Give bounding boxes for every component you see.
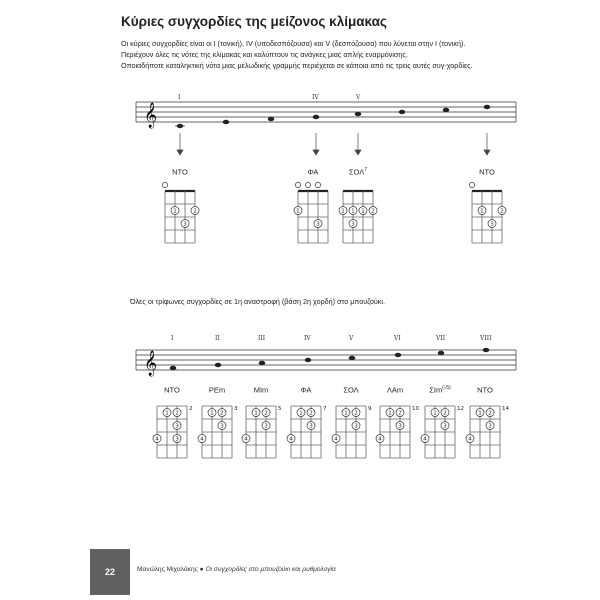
note-d	[223, 120, 230, 124]
finger-number: 3	[316, 221, 320, 228]
chord-diagram	[287, 406, 327, 458]
treble-clef-icon: 𝄞	[144, 351, 158, 376]
chord-diagram	[242, 406, 282, 458]
open-string-icon	[469, 182, 474, 187]
finger-number: 4	[244, 436, 248, 443]
finger-number: 4	[468, 436, 472, 443]
note-b	[443, 108, 450, 112]
finger-number: 2	[488, 410, 492, 417]
finger-number: 3	[490, 221, 494, 228]
finger-number: 2	[175, 410, 179, 417]
fret-number: 14	[502, 406, 509, 412]
intro-line-1: Οι κύριες συγχορδίες είναι οι Ι (τονική), IV (υποδεσπόζουσα) και V (δεσπόζουσα) που λύνεται στην Ι (τονική).	[121, 39, 466, 48]
fret-number: 2	[189, 406, 193, 412]
finger-number: 1	[388, 410, 392, 417]
footer-book-title: Οι συγχορδίες στο μπουζούκι και ρυθμολογία	[205, 566, 336, 573]
footer-bullet: ●	[199, 566, 204, 573]
finger-number: 2	[354, 410, 358, 417]
open-string-icon	[295, 182, 300, 187]
degree-label: VIII	[480, 335, 492, 342]
finger-number: 3	[175, 436, 179, 443]
finger-number: 1	[478, 410, 482, 417]
finger-number: 3	[488, 423, 492, 430]
degree-label: V	[356, 94, 361, 101]
finger-number: 2	[193, 208, 197, 215]
finger-number: 3	[220, 423, 224, 430]
fret-number: 10	[412, 406, 419, 412]
chord-diagram	[153, 406, 193, 458]
finger-number: 4	[200, 436, 204, 443]
fret-number: 7	[323, 406, 327, 412]
note-e	[268, 117, 275, 121]
note-f	[313, 115, 320, 119]
finger-number: 3	[398, 423, 402, 430]
finger-number: 4	[334, 436, 338, 443]
page-number: 22	[90, 549, 130, 595]
note-c2	[484, 105, 491, 109]
degree-label: V	[349, 335, 354, 342]
degree-label: II	[215, 335, 220, 342]
note-g	[355, 112, 362, 116]
finger-number: 1	[254, 410, 258, 417]
finger-number: 1	[173, 208, 177, 215]
finger-number: 1	[433, 410, 437, 417]
finger-number: 1	[361, 208, 365, 215]
chord-diagram	[294, 182, 328, 243]
finger-number: 2	[443, 410, 447, 417]
fret-number: 3	[234, 406, 238, 412]
fret-number: 9	[368, 406, 372, 412]
degree-label: VII	[436, 335, 446, 342]
finger-number: 4	[289, 436, 293, 443]
finger-number: 3	[183, 221, 187, 228]
finger-number: 3	[175, 423, 179, 430]
finger-number: 4	[378, 436, 382, 443]
finger-number: 2	[220, 410, 224, 417]
chord-diagram	[376, 406, 419, 458]
page-title: Κύριες συγχορδίες της μείζονος κλίμακας	[121, 14, 387, 29]
degree-label: IV	[312, 94, 319, 101]
finger-number: 2	[264, 410, 268, 417]
footer-author: Μανώλης Μιχαλάκης	[137, 566, 198, 573]
chord-diagram	[162, 182, 199, 243]
finger-number: 3	[351, 221, 355, 228]
finger-number: 2	[500, 208, 504, 215]
degree-label: I	[178, 94, 181, 101]
chord-diagram	[339, 191, 377, 243]
footer-text	[137, 566, 336, 573]
degree-label: I	[171, 335, 174, 342]
treble-clef-icon: 𝄞	[144, 103, 158, 128]
finger-number: 3	[309, 423, 313, 430]
finger-number: 1	[296, 208, 300, 215]
finger-number: 1	[480, 208, 484, 215]
finger-number: 4	[155, 436, 159, 443]
finger-number: 3	[443, 423, 447, 430]
finger-number: 2	[371, 208, 375, 215]
degree-label: IV	[304, 335, 311, 342]
finger-number: 1	[210, 410, 214, 417]
chord-diagram	[198, 406, 238, 458]
finger-number: 1	[344, 410, 348, 417]
finger-number: 1	[351, 208, 355, 215]
finger-number: 3	[354, 423, 358, 430]
finger-number: 1	[341, 208, 345, 215]
fret-number: 12	[457, 406, 464, 412]
open-string-icon	[315, 182, 320, 187]
chord-diagram	[466, 406, 509, 458]
chord-diagram	[469, 182, 506, 243]
degree-label: III	[258, 335, 266, 342]
chord-diagram	[421, 406, 464, 458]
chord-diagram	[332, 406, 372, 458]
open-string-icon	[305, 182, 310, 187]
intro-line-3: Οποιαδήποτε καταληκτική νότα μιας μελωδικής γραμμής περιέχεται σε κάποια από τις τρεις αυτές συγ-χορδίες.	[121, 61, 473, 71]
section-2-text: Όλες οι τρίφωνες συγχορδίες σε 1η αναστροφή (βάση 2η χορδή) στο μπουζούκι.	[130, 297, 385, 306]
finger-number: 1	[299, 410, 303, 417]
intro-line-2: Περιέχουν όλες τις νότες της κλίμακας και καλύπτουν τις ανάγκες μιας απλής εναρμόνισης.	[121, 50, 408, 60]
note-a	[399, 110, 406, 114]
fret-number: 5	[278, 406, 282, 412]
finger-number: 2	[398, 410, 402, 417]
degree-label: VI	[394, 335, 401, 342]
finger-number: 3	[264, 423, 268, 430]
finger-number: 1	[165, 410, 169, 417]
open-string-icon	[162, 182, 167, 187]
finger-number: 4	[423, 436, 427, 443]
finger-number: 2	[309, 410, 313, 417]
